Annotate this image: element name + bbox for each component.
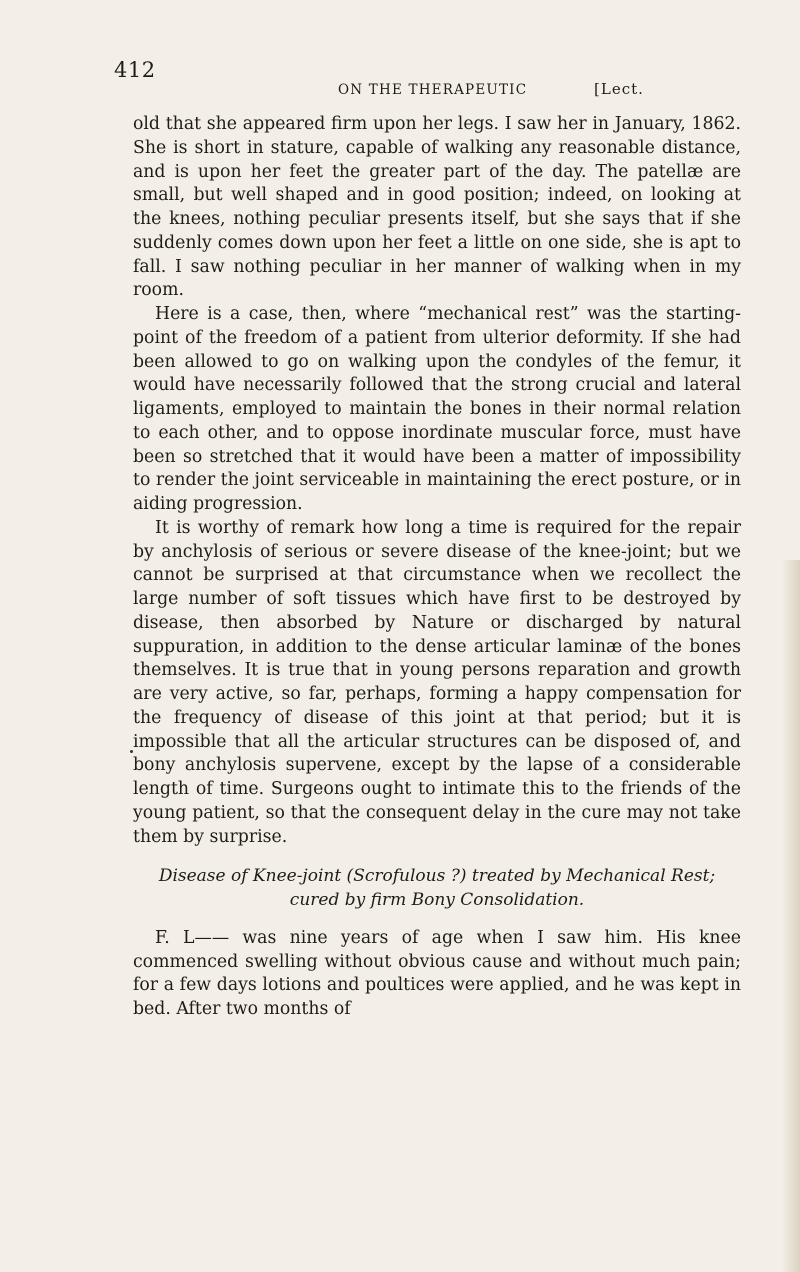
paragraph-mechanical-rest: Here is a case, then, where “mechanical rest” was the starting-point of the freedom of a patient from ulterior deformity. If she had been allowed to go on walking upon the condyles of the femur, it would have necessarily followed that the strong crucial and lateral ligaments, employed to maintain the bones in their normal relation to each other, and to oppose inordinate muscular force, must have been so stretched that it would have been a matter of impossibility to render the joint serviceable in maintaining the erect posture, or in aiding progression.: [133, 304, 741, 514]
paragraph-case-fl: F. L—— was nine years of age when I saw him. His knee commenced swelling without obvious cause and without much pain; for a few days lotions and poultices were applied, and he was kept in bed. After two months of: [133, 927, 741, 1019]
section-heading: Disease of Knee-joint (Scrofulous ?) treated by Mechanical Rest; cured by firm Bony Consolidation.: [158, 866, 716, 910]
running-head-lecture: [Lect.: [594, 80, 644, 98]
margin-mark: [130, 750, 133, 753]
body-text: [133, 113, 741, 1022]
running-head: [0, 58, 800, 98]
paragraph-anchylosis-repair: It is worthy of remark how long a time is required for the repair by anchylosis of serious or severe disease of the knee-joint; but we cannot be surprised at that circumstance when we recollect the large number of soft tissues which have first to be destroyed by disease, then absorbed by Nature or discharged by natural suppuration, in addition to the dense articular laminæ of the bones themselves. It is true that in young persons reparation and growth are very active, so far, perhaps, forming a happy compensation for the frequency of disease of this joint at that period; but it is impossible that all the articular structures can be disposed of, and bony anchylosis supervene, except by the lapse of a considerable length of time. Surgeons ought to intimate this to the friends of the young patient, so that the consequent delay in the cure may not take them by surprise.: [133, 517, 741, 847]
page-number: 412: [114, 58, 156, 82]
paragraph-continuation: old that she appeared firm upon her legs. I saw her in January, 1862. She is short in stature, capable of walking any reasonable distance, and is upon her feet the greater part of the day. The patellæ are small, but well shaped and in good position; indeed, on looking at the knees, nothing peculiar presents itself, but she says that if she suddenly comes down upon her feet a little on one side, she is apt to fall. I saw nothing peculiar in her manner of walking when in my room.: [133, 114, 741, 301]
running-head-title: ON THE THERAPEUTIC: [338, 82, 528, 98]
